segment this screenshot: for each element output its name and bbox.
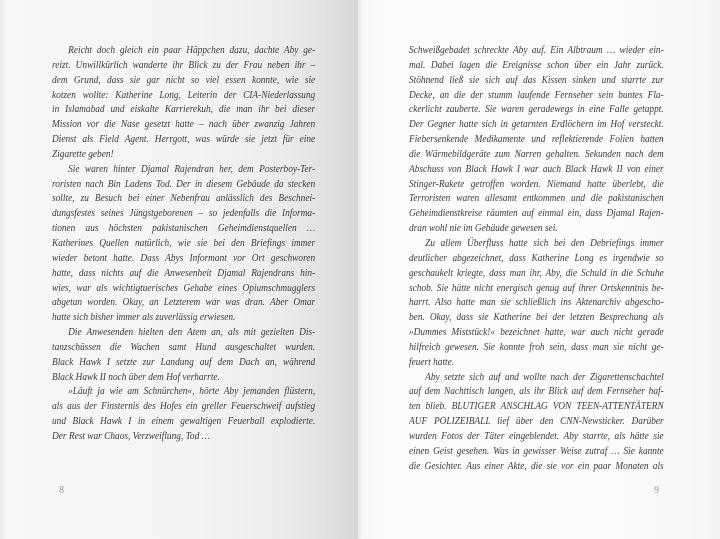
text-line: hilfreich gewesen. Sie konnte froh sein, dass man sie nicht ge- <box>409 340 664 353</box>
text-line: Mission vor die Nase gesetzt hatte – nach über zwanzig Jahren <box>52 118 316 131</box>
text-line: Aby setzte sich auf und wollte nach der Zigarettenschachtel <box>425 370 664 383</box>
text-line: Fiebersenkende Medikamente und reflektierende Folien hatten <box>409 133 664 146</box>
text-line: Stöhnend ließ sie sich auf das Kissen sinken und starrte zur <box>409 73 664 86</box>
text-line: Der Gegner hatte sich in getarnten Erdlöchern im Hof versteckt. <box>409 118 664 131</box>
text-line: Black Hawk I setzte zur Landung auf dem Dach an, während <box>52 355 316 368</box>
text-line: als aus der Finsternis des Hofes ein greller Feuerschweif aufstieg <box>52 400 316 413</box>
text-line: dungsfestes seines Jüngstgeborenen – so jedenfalls die Informa- <box>52 207 316 220</box>
text-line: einen Geist gesehen. Was in gewisser Weise zutraf … Sie kannte <box>409 444 664 457</box>
text-line: Der Rest war Chaos, Verzweiflung, Tod … <box>52 429 210 442</box>
text-line: Zigarette geben! <box>52 147 114 160</box>
text-line: reizt. Unwillkürlich wanderte ihr Blick zu der Frau neben ihr – <box>52 58 316 71</box>
text-line: Dienst als Field Agent. Herrgott, was würde sie jetzt für eine <box>52 133 316 146</box>
text-line: dem Grund, dass sie gar nicht so viel essen konnte, wie sie <box>52 73 316 86</box>
text-line: die Wärmebildgeräte zum Narren gehalten. Sekunden nach dem <box>409 147 664 160</box>
page-right-text <box>409 43 664 473</box>
text-line: tanzschüssen die Wachen samt Hund ausgeschaltet wurden. <box>52 340 316 353</box>
text-line: harrt. Also hatte man sie schließlich ins Aktenarchiv abgescho- <box>409 296 664 309</box>
text-line: hatte sich bisher immer als zuverlässig erwiesen. <box>52 311 236 324</box>
page-right-number: 9 <box>654 485 660 496</box>
text-line: feuert hatte. <box>409 355 455 368</box>
text-line: »Läuft ja wie am Schnürchen«, hörte Aby jemanden flüstern, <box>68 385 316 398</box>
text-line: die Gesichter. Aus einer Akte, die sie vor ein paar Monaten als <box>409 459 664 472</box>
text-line: auf dem Nachttisch langen, als ihr Blick auf dem Fernseher haf- <box>409 385 664 398</box>
text-line: kotzen wollte: Katherine Long, Leiterin der CIA-Niederlassung <box>52 88 316 101</box>
text-line: Reicht doch gleich ein paar Häppchen dazu, dachte Aby ge- <box>68 44 316 56</box>
text-line: Geheimdienstkreise räumten auf einmal ein, dass Djamal Rajen- <box>409 207 664 220</box>
text-line: »Dummes Miststück!« bezeichnet hatte, war auch nicht gerade <box>409 326 664 339</box>
text-line: ben. Okay, dass sie Katherine bei der letzten Besprechung als <box>409 311 664 324</box>
text-line: sollte, zu Besuch bei einer Nebenfrau anlässlich des Beschnei- <box>52 192 316 205</box>
text-line: abgetan worden. Okay, an Letzterem war was dran. Aber Omar <box>52 296 316 309</box>
text-line: mal. Dabei lagen die Ereignisse schon über ein Jahr zurück. <box>409 58 664 71</box>
text-line: Terroristen waren allesamt entkommen und die pakistanischen <box>409 192 664 205</box>
text-line: wies, war als wichtigtuerisches Gehabe eines Opiumschmugglers <box>52 281 316 294</box>
text-line: hatte, dass nichts auf die Anwesenheit Djamal Rajendrans hin- <box>52 266 316 279</box>
page-left <box>0 0 358 539</box>
text-line: ten blieb. BLUTIGER ANSCHLAG VON TEEN-ATTENTÄTERN <box>409 400 664 413</box>
page-left-number: 8 <box>59 485 65 496</box>
text-line: Abschuss von Black Hawk I war auch Black Hawk II von einer <box>409 162 664 175</box>
text-line: Katherines Quellen natürlich, wie sie bei den Briefings immer <box>52 236 316 249</box>
text-line: Sie waren hinter Djamal Rajendran her, dem Posterboy-Ter- <box>68 162 316 175</box>
text-line: tionen aus höchsten pakistanischen Geheimdienstquellen … <box>52 222 316 235</box>
text-line: geschaukelt kriegte, dass man ihr, Aby, die Schuld in die Schuhe <box>409 266 664 279</box>
text-line: deutlicher abgezeichnet, dass Katherine Long es irgendwie so <box>409 251 664 264</box>
text-line: und Black Hawk I in einem gewaltigen Feuerball explodierte. <box>52 415 316 428</box>
text-line: dran wohl nie im Gebäude gewesen sei. <box>409 222 558 235</box>
text-line: wieder betont hatte. Dass Abys Informant vor Ort geschworen <box>52 251 316 264</box>
text-line: Black Hawk II noch über dem Hof verharrte. <box>52 370 220 383</box>
text-line: in Islamabad und eiskalte Karrierekuh, die man ihr bei dieser <box>52 103 316 116</box>
page-right <box>358 0 720 539</box>
text-line: Schweißgebadet schreckte Aby auf. Ein Albtraum … wieder ein- <box>409 44 664 56</box>
page-left-text <box>52 43 315 444</box>
text-line: AUF POLIZEIBALL lief über den CNN-Newsticker. Darüber <box>409 415 664 428</box>
text-line: wurden Fotos der Täter eingeblendet. Aby starrte, als hätte sie <box>409 429 664 442</box>
text-line: roristen nach Bin Ladens Tod. Der in diesem Gebäude da stecken <box>52 177 316 190</box>
text-line: schob. Sie hätte nicht energisch genug auf ihrer Ortskenntnis be- <box>409 281 664 294</box>
text-line: Decke, an die der stumm laufende Fernseher sein buntes Fla- <box>409 88 664 101</box>
text-line: Stinger-Rakete getroffen worden. Niemand hatte überlebt, die <box>409 177 664 190</box>
text-line: ckerlicht zauberte. Sie waren geradewegs in eine Falle getappt. <box>409 103 664 116</box>
text-line: Zu allem Überfluss hatte sich bei den Debriefings immer <box>425 236 664 249</box>
text-line: Die Anwesenden hielten den Atem an, als mit gezielten Dis- <box>68 326 316 339</box>
